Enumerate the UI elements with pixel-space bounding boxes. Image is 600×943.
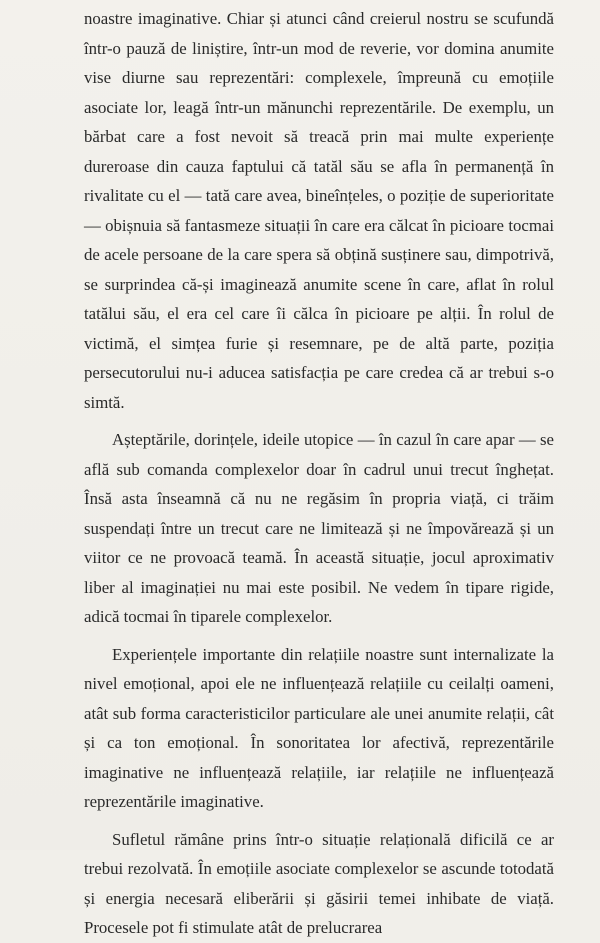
- paragraph-2: Așteptările, dorințele, ideile utopice — în cazul în care apar — se află sub comanda complexelor doar în cadrul unui trecut înghețat. Însă asta înseamnă că nu ne regăsim în propria viață, ci trăim suspendați între un trecut care ne limitează și ne împovărează și un viitor ce ne provoacă teamă. În această situație, jocul aproximativ liber al imaginației nu mai este posibil. Ne vedem în tipare rigide, adică tocmai în tiparele complexelor.: [84, 430, 554, 626]
- paragraph-3: Experiențele importante din relațiile noastre sunt internalizate la nivel emoțional, apoi ele ne influențează relațiile cu ceilalți oameni, atât sub forma caracteristicilor particulare ale unei anumite relații, cât și ca ton emoțional. În sonoritatea lor afectivă, reprezentările imaginative ne influențează relațiile, iar relațiile ne influențează reprezentările imaginative.: [84, 644, 554, 811]
- paragraph-1: noastre imaginative. Chiar și atunci când creierul nostru se scufundă într-o pauză de liniștire, într-un mod de reverie, vor domina anumite vise diurne sau reprezentări: complexele, împreună cu emoțiile asociate lor, leagă într-un mănunchi reprezentările. De exemplu, un bărbat care a fost nevoit să treacă prin mai multe experiențe dureroase din cauza faptului că tatăl său se afla în permanență în rivalitate cu el — tată care avea, bineînțeles, o poziție de superioritate — obișnuia să fantasmeze situații în care era călcat în picioare tocmai de acele persoane de la care spera să obțină susținere sau, dimpotrivă, se surprindea că-și imaginează anumite scene în care, aflat în rolul tatălui său, el era cel care îi călca în picioare pe alții. În rolul de victimă, el simțea furie și resemnare, pe de altă parte, poziția persecutorului nu-i aducea satisfacția pe care credea că ar trebui s-o simtă.: [84, 9, 554, 412]
- paragraph-4: Sufletul rămâne prins într-o situație relațională dificilă ce ar trebui rezolvată. În emoțiile asociate complexelor se ascunde totodată și energia necesară eliberării și găsirii temei inhibate de viață. Procesele pot fi stimulate atât de prelucrarea: [84, 829, 554, 937]
- body-text: [84, 4, 554, 943]
